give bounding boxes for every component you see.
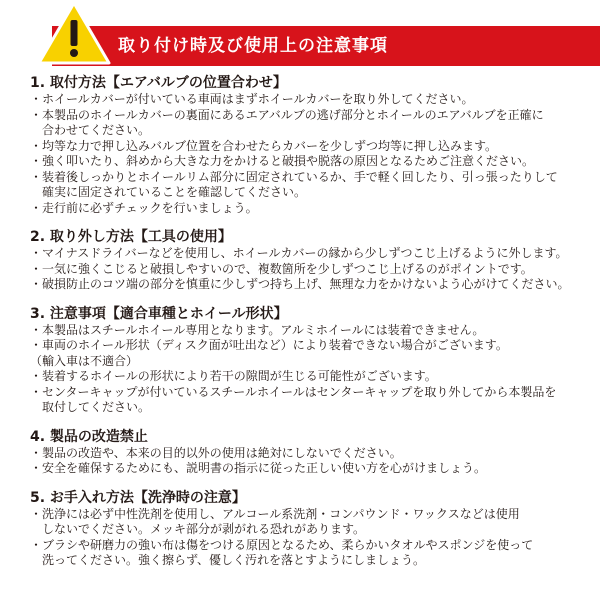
section-heading: 2. 取り外し方法【工具の使用】 [30,229,232,245]
text-line: 合わせてください。 [30,123,151,137]
section-heading: 1. 取付方法【エアバルブの位置合わせ】 [30,75,287,91]
section-heading: 5. お手入れ方法【洗浄時の注意】 [30,489,246,506]
section-spacer [30,477,596,489]
section-care [30,489,596,569]
text-line: ・マイナスドライバーなどを使用し、ホイールカバーの縁から少しずつこじ上げるように外します。 [30,246,568,260]
section-spacer [30,216,596,228]
text-line: （輸入車は不適合） [30,353,139,368]
section-cautions [30,305,596,416]
instructions-body [30,74,596,569]
text-line: ・装着するホイールの形状により若干の隙間が生じる可能性がございます。 [30,369,437,383]
text-line: ・均等な力で押し込みバルブ位置を合わせたらカバーを少しずつ均等に押し込みます。 [30,138,498,153]
text-line: 洗ってください。強く擦らず、優しく汚れを落とすようにしましょう。 [30,553,426,567]
text-line: ・走行前に必ずチェックを行いましょう。 [30,200,258,215]
text-line: ・本製品はスチールホイール専用となります。アルミホイールには装着できません。 [30,322,485,337]
text-line: 確実に固定されていることを確認してください。 [30,185,307,199]
text-line: ・装着後しっかりとホイールリム部分に固定されているか、手で軽く回したり、引っ張ったりして [30,169,558,184]
text-line: ・安全を確保するためにも、説明書の指示に従った正しい使い方を心がけましょう。 [30,461,487,475]
text-line: ・破損防止のコツ端の部分を慎重に少しずつ持ち上げ、無理な力をかけないよう心がけてください。 [30,277,570,291]
section-spacer [30,416,596,428]
text-line: ・強く叩いたり、斜めから大きな力をかけると破損や脱落の原因となるためご注意ください。 [30,154,535,168]
text-line: ・一気に強くこじると破損しやすいので、複数箇所を少しずつこじ上げるのがポイントです。 [30,261,533,276]
text-line: ・ホイールカバーが付いている車両はまずホイールカバーを取り外してください。 [30,92,474,106]
section-heading: 3. 注意事項【適合車種とホイール形状】 [30,305,288,322]
banner-title: 取り付け時及び使用上の注意事項 [118,36,388,56]
text-line: ・製品の改造や、本来の目的以外の使用は絶対にしないでください。 [30,445,402,460]
section-removal [30,228,596,293]
text-line: 取付してください。 [30,400,151,414]
section-heading: 4. 製品の改造禁止 [30,428,148,445]
warning-triangle-icon [36,0,112,66]
text-line: ・本製品のホイールカバーの裏面にあるエアバルブの逃げ部分とホイールのエアバルブを正確に [30,107,544,122]
section-install [30,74,596,216]
text-line: ・ブラシや研磨力の強い布は傷をつける原因となるため、柔らかいタオルやスポンジを使って [30,537,534,552]
section-spacer [30,293,596,305]
text-line: ・車両のホイール形状（ディスク面が吐出など）により装着できない場合がございます。 [30,338,508,352]
text-line: ・洗浄には必ず中性洗剤を使用し、アルコール系洗剤・コンパウンド・ワックスなどは使用 [30,506,520,521]
text-line: ・センターキャップが付いているスチールホイールはセンターキャップを取り外してから本製品を [30,384,557,399]
section-no-modification [30,428,596,477]
title-banner [52,26,600,66]
text-line: しないでください。メッキ部分が剥がれる恐れがあります。 [30,522,366,536]
